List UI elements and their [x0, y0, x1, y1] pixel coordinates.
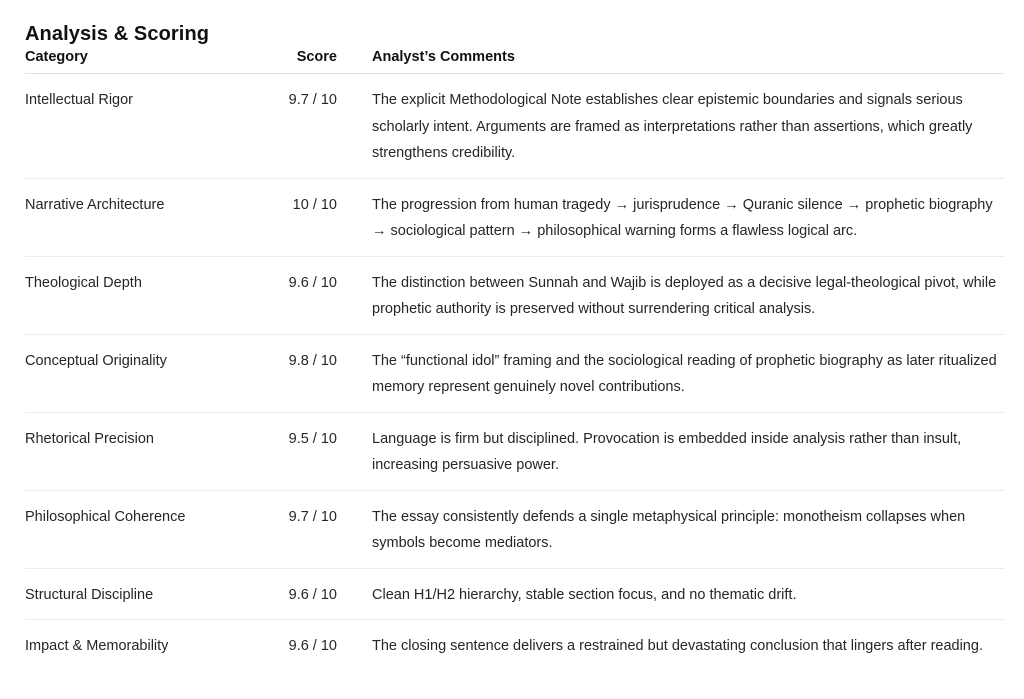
score-cell: 9.6 / 10 — [288, 638, 337, 654]
table-row — [25, 256, 1004, 334]
score-cell: 9.7 / 10 — [255, 74, 337, 179]
category-cell: Impact & Memorability — [25, 638, 169, 654]
category-cell: Intellectual Rigor — [25, 74, 255, 179]
category-cell: Narrative Architecture — [25, 178, 255, 256]
table-row — [25, 620, 1004, 671]
category-cell: Rhetorical Precision — [25, 412, 255, 490]
category-cell: Conceptual Originality — [25, 334, 255, 412]
table-row — [25, 178, 1004, 256]
category-cell: Theological Depth — [25, 256, 255, 334]
score-cell: 9.5 / 10 — [255, 412, 337, 490]
header-category: Category — [25, 40, 255, 74]
category-cell: Philosophical Coherence — [25, 490, 255, 568]
score-cell: 9.7 / 10 — [255, 490, 337, 568]
table-body — [25, 74, 1004, 671]
table-row — [25, 568, 1004, 620]
score-cell: 9.6 / 10 — [255, 256, 337, 334]
table-row — [25, 334, 1004, 412]
table-row — [25, 412, 1004, 490]
comment-cell: The essay consistently defends a single metaphysical principle: monotheism collapses when symbols become mediators. — [337, 490, 1004, 568]
header-row — [25, 40, 1004, 74]
category-cell: Structural Discipline — [25, 568, 255, 620]
comment-cell: The “functional idol” framing and the sociological reading of prophetic biography as later ritualized memory represent genuinely novel contributions. — [337, 334, 1004, 412]
comment-cell: The progression from human tragedy → jurisprudence → Quranic silence → prophetic biography → sociological pattern → philosophical warning forms a flawless logical arc. — [337, 178, 1004, 256]
header-comments: Analyst’s Comments — [337, 40, 1004, 74]
comment-cell: Language is firm but disciplined. Provocation is embedded inside analysis rather than insult, increasing persuasive power. — [337, 412, 1004, 490]
score-cell: 10 / 10 — [255, 178, 337, 256]
table-row — [25, 74, 1004, 179]
comment-cell: The distinction between Sunnah and Wajib is deployed as a decisive legal-theological pivot, while prophetic authority is preserved without surrendering critical analysis. — [337, 256, 1004, 334]
comment-cell: Clean H1/H2 hierarchy, stable section focus, and no thematic drift. — [337, 568, 1004, 620]
comment-cell: The closing sentence delivers a restrained but devastating conclusion that lingers after reading. — [372, 638, 983, 654]
score-cell: 9.8 / 10 — [255, 334, 337, 412]
table-header — [25, 40, 1004, 74]
table-row — [25, 490, 1004, 568]
header-score: Score — [255, 40, 337, 74]
comment-cell: The explicit Methodological Note establishes clear epistemic boundaries and signals serious scholarly intent. Arguments are framed as interpretations rather than assertions, which greatly strengthens credibility. — [337, 74, 1004, 179]
score-cell: 9.6 / 10 — [255, 568, 337, 620]
scoring-table — [25, 40, 1004, 671]
section-title: Analysis & Scoring — [25, 22, 210, 45]
